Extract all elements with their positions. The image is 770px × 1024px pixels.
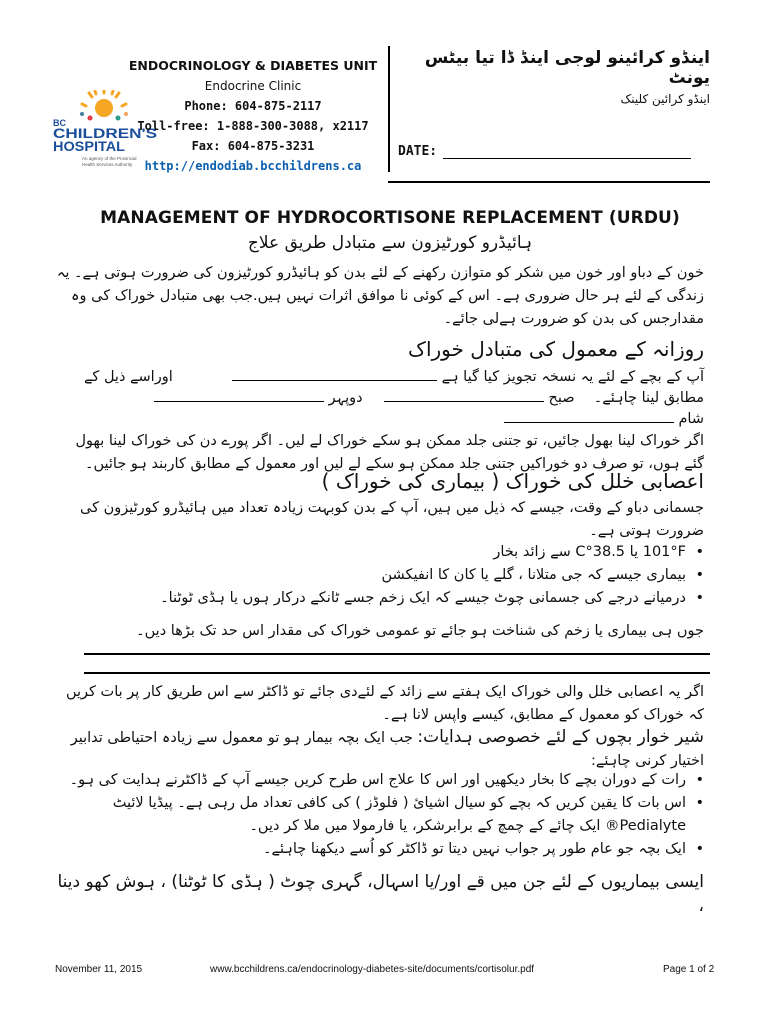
tollfree-number: Toll-free: 1-888-300-3088, x2117 — [137, 119, 369, 133]
list-item: • 101°F یا 38.5°C سے زائد بخار — [54, 541, 704, 564]
infant-instructions — [54, 725, 704, 773]
prescription-line-3 — [54, 408, 704, 431]
list-item: • اس بات کا یقین کریں کہ بچے کو سیال اشیائ ( فلوڈز ) کی کافی تعداد مل رہی ہے۔ پیڈیا لائیٹ Pedialyte® ایک چائے کے چمچ کے برابرشکر، یا فارمولا میں ملا کر دیں۔ — [54, 792, 704, 838]
logo-bc: BC — [53, 118, 66, 128]
evening-label: شام — [678, 411, 704, 427]
intro-paragraph: خون کے دباو اور خون میں شکر کو متوازن رکھنے کے لئے بدن کو ہائیڈرو کورٹیزون کی ضرورت ہوتی ہے۔ یہ زندگی کے لئے ہر حال ضروری ہے۔ اس کے کوئی نا موافق اثرات نہیں ہیں.جب بھی متبادل خوراک کی وہ مقدارجس کی بدن کو ضرورت ہےلی جائے۔ — [56, 265, 704, 327]
header-left — [48, 46, 388, 171]
blank-answer-line-2[interactable] — [84, 672, 710, 674]
phone-number: Phone: 604-875-2117 — [184, 99, 322, 113]
clinic-name-en: Endocrine Clinic — [204, 79, 302, 93]
fax-number: Fax: 604-875-3231 — [191, 139, 315, 153]
document-title-en: MANAGEMENT OF HYDROCORTISONE REPLACEMENT (URDU) — [100, 208, 680, 228]
unit-name-ur: اینڈو کرائینو لوجی اینڈ ڈا تیا بیٹس یونٹ — [424, 48, 710, 88]
logo-tagline-2: Health Services Authority — [82, 162, 133, 167]
take-as-follows: مطابق لینا چاہئے۔ — [593, 390, 704, 406]
clinic-name-ur: اینڈو کرائین کلینک — [620, 92, 710, 106]
header-divider-horizontal — [388, 181, 710, 183]
missed-dose-paragraph: اگر خوراک لینا بھول جائیں، تو جتنی جلد ممکن ہو سکے خوراک لے لیں۔ اگر پورے دن کی خوراک لینا بھول گئے ہوں، تو صرف دو خوراکیں جتنی جلد ممکن ہو سکے لے لیں اور معمول کے مطابق کاربند ہو جائیں۔ — [75, 433, 704, 472]
list-item: • بیماری جیسے کہ جی متلانا ، گلے یا کان کا انفیکشن — [54, 564, 704, 587]
stress-conditions-list — [54, 541, 704, 610]
daily-dose-heading: روزانہ کے معمول کی متبادل خوراک — [408, 337, 704, 361]
unit-website-link[interactable]: http://endodiab.bcchildrens.ca — [144, 159, 362, 173]
list-item: • رات کے دوران بچے کا بخار دیکھیں اور اس کا علاج اس طرح کریں جیسے آپ کے ڈاکٹرنے ہدایت کی ہو۔ — [54, 769, 704, 792]
infant-heading: شیر خوار بچوں کے لئے خصوصی ہدایات: — [417, 727, 704, 747]
morning-dose-blank[interactable] — [384, 388, 544, 402]
illness-closing-line: ایسی بیماریوں کے لئے جن میں قے اور/یا اسہال، گہری چوٹ ( ہڈی کا ٹوٹنا) ، ہوش کھو دینا ، — [57, 872, 704, 916]
date-blank-line[interactable] — [443, 147, 691, 159]
blank-answer-line-1[interactable] — [84, 653, 710, 655]
prescription-text: آپ کے بچے کے لئے یہ نسخہ تجویز کیا گیا ہے — [441, 369, 704, 385]
increase-dose-paragraph: جوں ہی بیماری یا زخم کی شناخت ہو جائے تو عمومی خوراک کی مقدار اس حد تک بڑھا دیں۔ — [136, 623, 704, 639]
prescription-text-end: اوراسے ذیل کے — [83, 369, 173, 385]
infant-heading-text: جب ایک بچہ بیمار ہو تو معمول سے زیادہ احتیاطی تدابیر اختیار کرنی چاہئے: — [70, 730, 704, 769]
logo-tagline-1: An agency of the Provincial — [82, 156, 137, 161]
noon-dose-blank[interactable] — [154, 388, 324, 402]
more-than-week-paragraph: اگر یہ اعصابی خلل والی خوراک ایک ہفتے سے زائد کے لئےدی جائے تو ڈاکٹر سے اس طریق کار پر بات کریں کہ خوراک کو معمول کے مطابق، کیسے واپس لانا ہے۔ — [65, 684, 704, 723]
list-item: • ایک بچہ جو عام طور پر جواب نہیں دیتا تو ڈاکٹر کو اُسے دیکھنا چاہئے۔ — [54, 838, 704, 861]
document-title-ur: ہائیڈرو کورٹیزون سے متبادل طریق علاج — [247, 233, 533, 253]
stress-intro: جسمانی دباو کے وقت، جیسے کہ ذیل میں ہیں، آپ کے بدن کوبہت زیادہ تعداد میں ہائیڈرو کورٹیزون کی ضرورت ہوتی ہے۔ — [79, 500, 704, 539]
noon-label: دوپہر — [328, 390, 363, 406]
logo-line2: HOSPITAL — [53, 139, 125, 154]
prescription-blank[interactable] — [232, 367, 437, 381]
header-divider-vertical — [388, 46, 390, 172]
header-right — [398, 46, 710, 176]
list-item: • درمیانے درجے کی جسمانی چوٹ جیسے کہ ایک زخم جسے ٹانکے درکار ہوں یا ہڈی ٹوٹنا۔ — [54, 587, 704, 610]
footer-page-number: Page 1 of 2 — [663, 964, 715, 975]
date-field[interactable] — [398, 144, 691, 159]
prescription-line-2 — [54, 387, 704, 410]
unit-contact-info — [118, 56, 388, 176]
footer-date: November 11, 2015 — [55, 964, 143, 975]
footer-document-url[interactable]: www.bcchildrens.ca/endocrinology-diabetes-site/documents/cortisolur.pdf — [210, 964, 535, 975]
prescription-line-1 — [54, 366, 704, 389]
morning-label: صبح — [548, 390, 575, 406]
infant-precautions-list — [54, 769, 704, 861]
stress-dose-heading: اعصابی خلل کی خوراک ( بیماری کی خوراک ) — [321, 469, 704, 493]
evening-dose-blank[interactable] — [504, 409, 674, 423]
date-label: DATE: — [398, 144, 438, 159]
unit-name-en: ENDOCRINOLOGY & DIABETES UNIT — [128, 58, 378, 73]
logo-line1: CHILDREN'S — [53, 126, 157, 141]
